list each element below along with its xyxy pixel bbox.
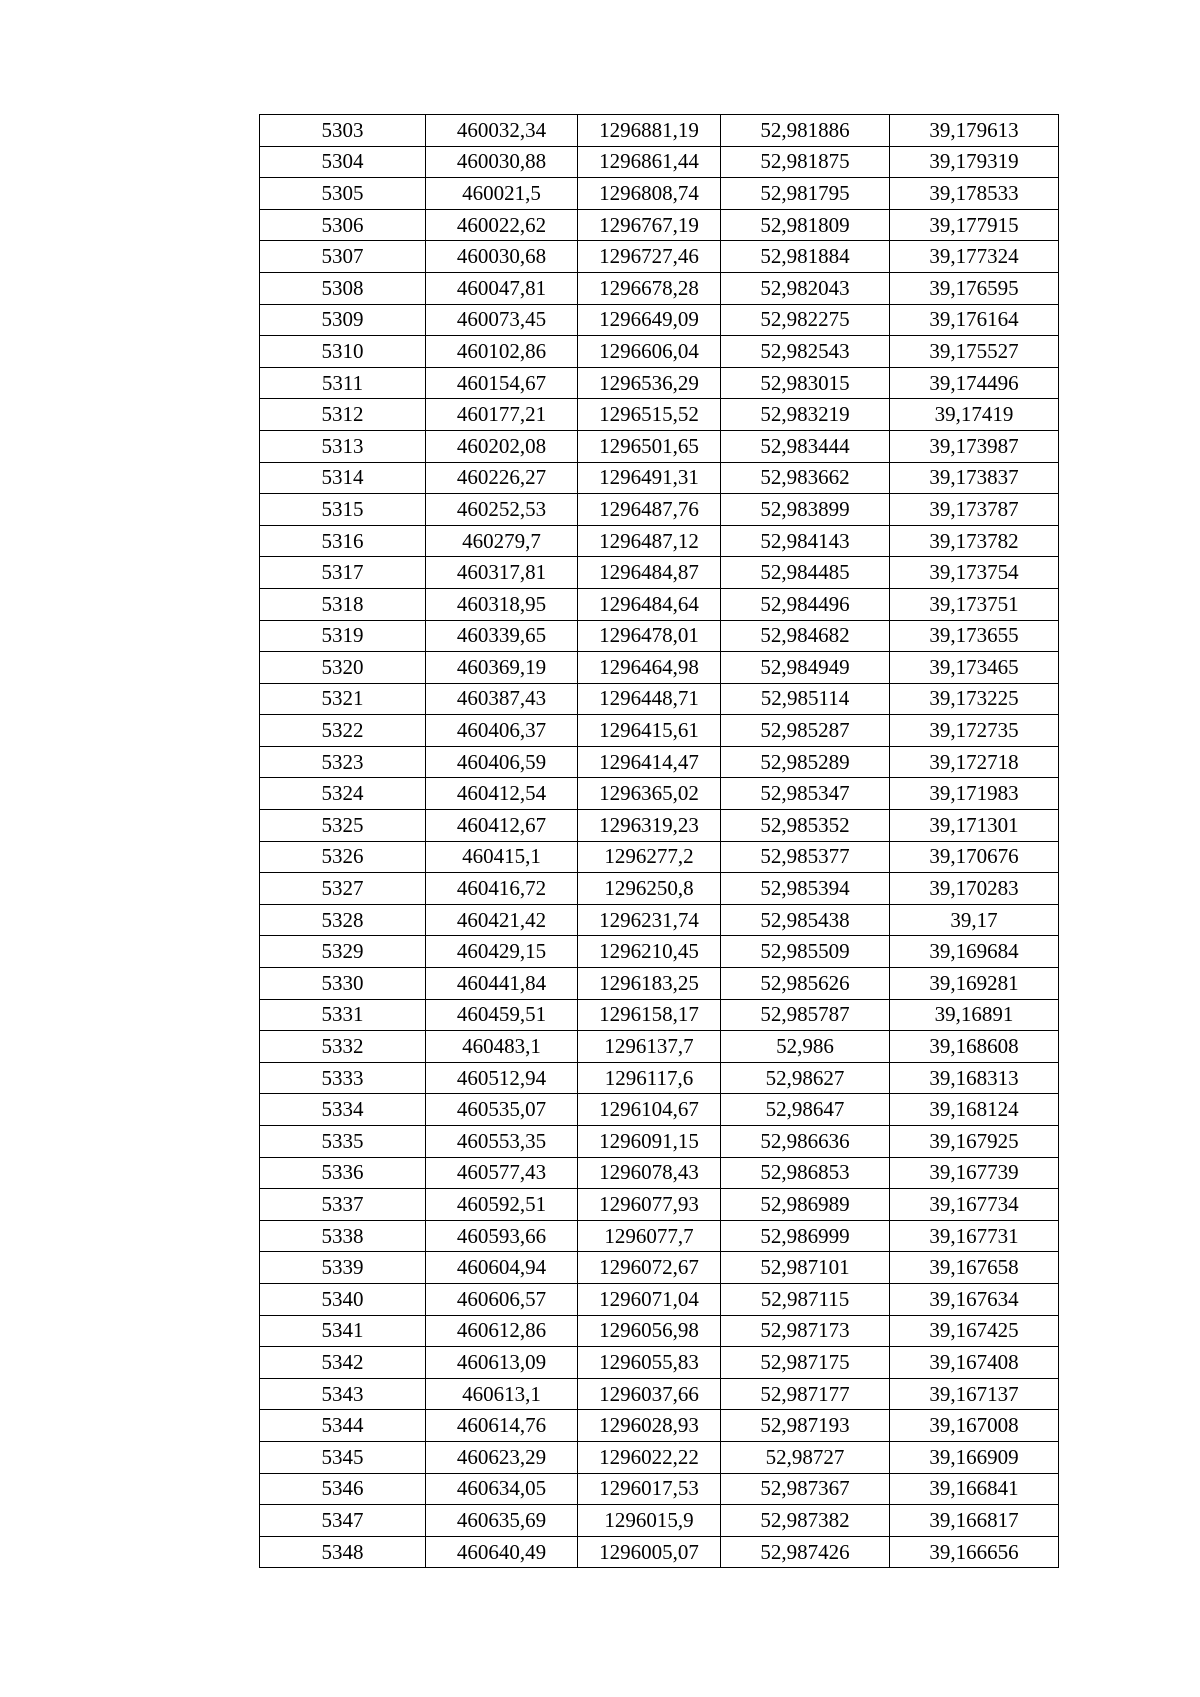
point-number-cell: 5327 (260, 873, 426, 905)
point-number-cell: 5322 (260, 715, 426, 747)
longitude-cell: 39,174496 (890, 367, 1059, 399)
table-row (260, 1378, 1059, 1410)
y-coordinate-cell: 1296414,47 (578, 746, 721, 778)
x-coordinate-cell: 460577,43 (426, 1157, 578, 1189)
latitude-cell: 52,987101 (721, 1252, 890, 1284)
point-number-cell: 5307 (260, 241, 426, 273)
point-number-cell: 5319 (260, 620, 426, 652)
x-coordinate-cell: 460339,65 (426, 620, 578, 652)
longitude-cell: 39,167634 (890, 1283, 1059, 1315)
longitude-cell: 39,173754 (890, 557, 1059, 589)
latitude-cell: 52,987193 (721, 1410, 890, 1442)
longitude-cell: 39,168313 (890, 1062, 1059, 1094)
latitude-cell: 52,987177 (721, 1378, 890, 1410)
longitude-cell: 39,177915 (890, 209, 1059, 241)
y-coordinate-cell: 1296056,98 (578, 1315, 721, 1347)
point-number-cell: 5317 (260, 557, 426, 589)
point-number-cell: 5340 (260, 1283, 426, 1315)
longitude-cell: 39,171983 (890, 778, 1059, 810)
table-row (260, 778, 1059, 810)
x-coordinate-cell: 460623,29 (426, 1441, 578, 1473)
table-row (260, 115, 1059, 147)
table-row (260, 999, 1059, 1031)
longitude-cell: 39,173465 (890, 652, 1059, 684)
latitude-cell: 52,985438 (721, 904, 890, 936)
y-coordinate-cell: 1296808,74 (578, 178, 721, 210)
point-number-cell: 5329 (260, 936, 426, 968)
y-coordinate-cell: 1296055,83 (578, 1347, 721, 1379)
y-coordinate-cell: 1296484,64 (578, 588, 721, 620)
table-row (260, 1441, 1059, 1473)
y-coordinate-cell: 1296487,12 (578, 525, 721, 557)
latitude-cell: 52,985787 (721, 999, 890, 1031)
table-row (260, 1473, 1059, 1505)
point-number-cell: 5303 (260, 115, 426, 147)
longitude-cell: 39,168608 (890, 1031, 1059, 1063)
y-coordinate-cell: 1296117,6 (578, 1062, 721, 1094)
y-coordinate-cell: 1296491,31 (578, 462, 721, 494)
longitude-cell: 39,16891 (890, 999, 1059, 1031)
latitude-cell: 52,981875 (721, 146, 890, 178)
x-coordinate-cell: 460047,81 (426, 272, 578, 304)
y-coordinate-cell: 1296022,22 (578, 1441, 721, 1473)
x-coordinate-cell: 460604,94 (426, 1252, 578, 1284)
x-coordinate-cell: 460415,1 (426, 841, 578, 873)
y-coordinate-cell: 1296091,15 (578, 1126, 721, 1158)
y-coordinate-cell: 1296678,28 (578, 272, 721, 304)
point-number-cell: 5345 (260, 1441, 426, 1473)
latitude-cell: 52,984496 (721, 588, 890, 620)
point-number-cell: 5347 (260, 1505, 426, 1537)
table-row (260, 272, 1059, 304)
x-coordinate-cell: 460612,86 (426, 1315, 578, 1347)
x-coordinate-cell: 460421,42 (426, 904, 578, 936)
point-number-cell: 5330 (260, 968, 426, 1000)
point-number-cell: 5337 (260, 1189, 426, 1221)
table-row (260, 1062, 1059, 1094)
latitude-cell: 52,985114 (721, 683, 890, 715)
y-coordinate-cell: 1296881,19 (578, 115, 721, 147)
x-coordinate-cell: 460634,05 (426, 1473, 578, 1505)
coordinates-table-body (260, 115, 1059, 1568)
x-coordinate-cell: 460535,07 (426, 1094, 578, 1126)
latitude-cell: 52,984485 (721, 557, 890, 589)
latitude-cell: 52,985377 (721, 841, 890, 873)
point-number-cell: 5339 (260, 1252, 426, 1284)
point-number-cell: 5306 (260, 209, 426, 241)
x-coordinate-cell: 460512,94 (426, 1062, 578, 1094)
y-coordinate-cell: 1296649,09 (578, 304, 721, 336)
table-row (260, 209, 1059, 241)
y-coordinate-cell: 1296365,02 (578, 778, 721, 810)
table-row (260, 399, 1059, 431)
table-row (260, 1505, 1059, 1537)
latitude-cell: 52,981886 (721, 115, 890, 147)
table-row (260, 873, 1059, 905)
y-coordinate-cell: 1296231,74 (578, 904, 721, 936)
table-row (260, 430, 1059, 462)
table-row (260, 936, 1059, 968)
x-coordinate-cell: 460279,7 (426, 525, 578, 557)
x-coordinate-cell: 460406,37 (426, 715, 578, 747)
table-row (260, 1094, 1059, 1126)
longitude-cell: 39,176595 (890, 272, 1059, 304)
x-coordinate-cell: 460640,49 (426, 1536, 578, 1568)
longitude-cell: 39,17419 (890, 399, 1059, 431)
longitude-cell: 39,173751 (890, 588, 1059, 620)
x-coordinate-cell: 460177,21 (426, 399, 578, 431)
table-row (260, 1252, 1059, 1284)
x-coordinate-cell: 460252,53 (426, 494, 578, 526)
table-row (260, 1126, 1059, 1158)
y-coordinate-cell: 1296415,61 (578, 715, 721, 747)
longitude-cell: 39,172735 (890, 715, 1059, 747)
longitude-cell: 39,167734 (890, 1189, 1059, 1221)
point-number-cell: 5310 (260, 336, 426, 368)
x-coordinate-cell: 460032,34 (426, 115, 578, 147)
x-coordinate-cell: 460412,67 (426, 810, 578, 842)
point-number-cell: 5318 (260, 588, 426, 620)
point-number-cell: 5324 (260, 778, 426, 810)
x-coordinate-cell: 460635,69 (426, 1505, 578, 1537)
x-coordinate-cell: 460613,09 (426, 1347, 578, 1379)
x-coordinate-cell: 460483,1 (426, 1031, 578, 1063)
x-coordinate-cell: 460614,76 (426, 1410, 578, 1442)
coordinates-table (259, 114, 1059, 1568)
longitude-cell: 39,172718 (890, 746, 1059, 778)
table-row (260, 462, 1059, 494)
table-row (260, 1315, 1059, 1347)
longitude-cell: 39,166817 (890, 1505, 1059, 1537)
latitude-cell: 52,987175 (721, 1347, 890, 1379)
latitude-cell: 52,983219 (721, 399, 890, 431)
latitude-cell: 52,981809 (721, 209, 890, 241)
latitude-cell: 52,983662 (721, 462, 890, 494)
table-row (260, 620, 1059, 652)
longitude-cell: 39,167739 (890, 1157, 1059, 1189)
longitude-cell: 39,173655 (890, 620, 1059, 652)
x-coordinate-cell: 460102,86 (426, 336, 578, 368)
x-coordinate-cell: 460441,84 (426, 968, 578, 1000)
y-coordinate-cell: 1296071,04 (578, 1283, 721, 1315)
point-number-cell: 5325 (260, 810, 426, 842)
longitude-cell: 39,169684 (890, 936, 1059, 968)
longitude-cell: 39,167731 (890, 1220, 1059, 1252)
y-coordinate-cell: 1296464,98 (578, 652, 721, 684)
point-number-cell: 5342 (260, 1347, 426, 1379)
y-coordinate-cell: 1296478,01 (578, 620, 721, 652)
y-coordinate-cell: 1296028,93 (578, 1410, 721, 1442)
table-row (260, 588, 1059, 620)
x-coordinate-cell: 460613,1 (426, 1378, 578, 1410)
latitude-cell: 52,981884 (721, 241, 890, 273)
y-coordinate-cell: 1296104,67 (578, 1094, 721, 1126)
longitude-cell: 39,177324 (890, 241, 1059, 273)
x-coordinate-cell: 460606,57 (426, 1283, 578, 1315)
table-row (260, 1347, 1059, 1379)
table-row (260, 715, 1059, 747)
x-coordinate-cell: 460369,19 (426, 652, 578, 684)
longitude-cell: 39,171301 (890, 810, 1059, 842)
latitude-cell: 52,98627 (721, 1062, 890, 1094)
point-number-cell: 5311 (260, 367, 426, 399)
latitude-cell: 52,983899 (721, 494, 890, 526)
x-coordinate-cell: 460553,35 (426, 1126, 578, 1158)
latitude-cell: 52,986853 (721, 1157, 890, 1189)
point-number-cell: 5332 (260, 1031, 426, 1063)
table-row (260, 1536, 1059, 1568)
table-row (260, 525, 1059, 557)
y-coordinate-cell: 1296078,43 (578, 1157, 721, 1189)
longitude-cell: 39,173782 (890, 525, 1059, 557)
latitude-cell: 52,984682 (721, 620, 890, 652)
latitude-cell: 52,987382 (721, 1505, 890, 1537)
table-row (260, 304, 1059, 336)
table-row (260, 241, 1059, 273)
point-number-cell: 5312 (260, 399, 426, 431)
latitude-cell: 52,984949 (721, 652, 890, 684)
latitude-cell: 52,983015 (721, 367, 890, 399)
table-row (260, 1189, 1059, 1221)
latitude-cell: 52,985289 (721, 746, 890, 778)
x-coordinate-cell: 460021,5 (426, 178, 578, 210)
table-row (260, 146, 1059, 178)
table-row (260, 1157, 1059, 1189)
latitude-cell: 52,982543 (721, 336, 890, 368)
latitude-cell: 52,983444 (721, 430, 890, 462)
x-coordinate-cell: 460593,66 (426, 1220, 578, 1252)
point-number-cell: 5314 (260, 462, 426, 494)
point-number-cell: 5331 (260, 999, 426, 1031)
latitude-cell: 52,98647 (721, 1094, 890, 1126)
longitude-cell: 39,179319 (890, 146, 1059, 178)
x-coordinate-cell: 460459,51 (426, 999, 578, 1031)
longitude-cell: 39,175527 (890, 336, 1059, 368)
longitude-cell: 39,173787 (890, 494, 1059, 526)
longitude-cell: 39,167425 (890, 1315, 1059, 1347)
point-number-cell: 5321 (260, 683, 426, 715)
table-row (260, 968, 1059, 1000)
y-coordinate-cell: 1296861,44 (578, 146, 721, 178)
latitude-cell: 52,986999 (721, 1220, 890, 1252)
point-number-cell: 5333 (260, 1062, 426, 1094)
y-coordinate-cell: 1296005,07 (578, 1536, 721, 1568)
y-coordinate-cell: 1296158,17 (578, 999, 721, 1031)
point-number-cell: 5304 (260, 146, 426, 178)
latitude-cell: 52,98727 (721, 1441, 890, 1473)
y-coordinate-cell: 1296484,87 (578, 557, 721, 589)
latitude-cell: 52,987426 (721, 1536, 890, 1568)
point-number-cell: 5343 (260, 1378, 426, 1410)
y-coordinate-cell: 1296319,23 (578, 810, 721, 842)
longitude-cell: 39,168124 (890, 1094, 1059, 1126)
x-coordinate-cell: 460073,45 (426, 304, 578, 336)
latitude-cell: 52,985626 (721, 968, 890, 1000)
point-number-cell: 5320 (260, 652, 426, 684)
x-coordinate-cell: 460412,54 (426, 778, 578, 810)
longitude-cell: 39,170283 (890, 873, 1059, 905)
x-coordinate-cell: 460226,27 (426, 462, 578, 494)
y-coordinate-cell: 1296277,2 (578, 841, 721, 873)
latitude-cell: 52,982275 (721, 304, 890, 336)
y-coordinate-cell: 1296137,7 (578, 1031, 721, 1063)
longitude-cell: 39,173837 (890, 462, 1059, 494)
x-coordinate-cell: 460416,72 (426, 873, 578, 905)
y-coordinate-cell: 1296536,29 (578, 367, 721, 399)
y-coordinate-cell: 1296250,8 (578, 873, 721, 905)
latitude-cell: 52,985509 (721, 936, 890, 968)
latitude-cell: 52,986989 (721, 1189, 890, 1221)
table-row (260, 652, 1059, 684)
latitude-cell: 52,986636 (721, 1126, 890, 1158)
y-coordinate-cell: 1296017,53 (578, 1473, 721, 1505)
point-number-cell: 5309 (260, 304, 426, 336)
table-row (260, 336, 1059, 368)
latitude-cell: 52,985287 (721, 715, 890, 747)
x-coordinate-cell: 460406,59 (426, 746, 578, 778)
latitude-cell: 52,985352 (721, 810, 890, 842)
longitude-cell: 39,167658 (890, 1252, 1059, 1284)
table-row (260, 746, 1059, 778)
point-number-cell: 5315 (260, 494, 426, 526)
latitude-cell: 52,987367 (721, 1473, 890, 1505)
y-coordinate-cell: 1296210,45 (578, 936, 721, 968)
table-row (260, 367, 1059, 399)
longitude-cell: 39,176164 (890, 304, 1059, 336)
y-coordinate-cell: 1296072,67 (578, 1252, 721, 1284)
point-number-cell: 5348 (260, 1536, 426, 1568)
longitude-cell: 39,166841 (890, 1473, 1059, 1505)
longitude-cell: 39,167925 (890, 1126, 1059, 1158)
point-number-cell: 5338 (260, 1220, 426, 1252)
point-number-cell: 5323 (260, 746, 426, 778)
y-coordinate-cell: 1296077,93 (578, 1189, 721, 1221)
x-coordinate-cell: 460317,81 (426, 557, 578, 589)
y-coordinate-cell: 1296448,71 (578, 683, 721, 715)
y-coordinate-cell: 1296037,66 (578, 1378, 721, 1410)
y-coordinate-cell: 1296487,76 (578, 494, 721, 526)
longitude-cell: 39,166909 (890, 1441, 1059, 1473)
y-coordinate-cell: 1296183,25 (578, 968, 721, 1000)
x-coordinate-cell: 460318,95 (426, 588, 578, 620)
x-coordinate-cell: 460387,43 (426, 683, 578, 715)
longitude-cell: 39,17 (890, 904, 1059, 936)
x-coordinate-cell: 460592,51 (426, 1189, 578, 1221)
y-coordinate-cell: 1296515,52 (578, 399, 721, 431)
point-number-cell: 5346 (260, 1473, 426, 1505)
x-coordinate-cell: 460030,68 (426, 241, 578, 273)
x-coordinate-cell: 460154,67 (426, 367, 578, 399)
table-row (260, 178, 1059, 210)
point-number-cell: 5305 (260, 178, 426, 210)
table-row (260, 904, 1059, 936)
latitude-cell: 52,985347 (721, 778, 890, 810)
y-coordinate-cell: 1296501,65 (578, 430, 721, 462)
point-number-cell: 5335 (260, 1126, 426, 1158)
point-number-cell: 5344 (260, 1410, 426, 1442)
latitude-cell: 52,986 (721, 1031, 890, 1063)
longitude-cell: 39,169281 (890, 968, 1059, 1000)
latitude-cell: 52,981795 (721, 178, 890, 210)
table-row (260, 1220, 1059, 1252)
point-number-cell: 5316 (260, 525, 426, 557)
point-number-cell: 5341 (260, 1315, 426, 1347)
point-number-cell: 5308 (260, 272, 426, 304)
point-number-cell: 5336 (260, 1157, 426, 1189)
latitude-cell: 52,987173 (721, 1315, 890, 1347)
y-coordinate-cell: 1296606,04 (578, 336, 721, 368)
x-coordinate-cell: 460429,15 (426, 936, 578, 968)
y-coordinate-cell: 1296727,46 (578, 241, 721, 273)
table-row (260, 841, 1059, 873)
table-row (260, 1031, 1059, 1063)
longitude-cell: 39,179613 (890, 115, 1059, 147)
table-row (260, 1283, 1059, 1315)
y-coordinate-cell: 1296015,9 (578, 1505, 721, 1537)
table-row (260, 494, 1059, 526)
longitude-cell: 39,167137 (890, 1378, 1059, 1410)
table-row (260, 683, 1059, 715)
longitude-cell: 39,170676 (890, 841, 1059, 873)
longitude-cell: 39,167008 (890, 1410, 1059, 1442)
table-row (260, 810, 1059, 842)
longitude-cell: 39,173987 (890, 430, 1059, 462)
longitude-cell: 39,173225 (890, 683, 1059, 715)
longitude-cell: 39,167408 (890, 1347, 1059, 1379)
longitude-cell: 39,178533 (890, 178, 1059, 210)
x-coordinate-cell: 460202,08 (426, 430, 578, 462)
point-number-cell: 5313 (260, 430, 426, 462)
point-number-cell: 5334 (260, 1094, 426, 1126)
y-coordinate-cell: 1296767,19 (578, 209, 721, 241)
latitude-cell: 52,984143 (721, 525, 890, 557)
point-number-cell: 5326 (260, 841, 426, 873)
longitude-cell: 39,166656 (890, 1536, 1059, 1568)
table-row (260, 1410, 1059, 1442)
x-coordinate-cell: 460030,88 (426, 146, 578, 178)
point-number-cell: 5328 (260, 904, 426, 936)
latitude-cell: 52,987115 (721, 1283, 890, 1315)
table-row (260, 557, 1059, 589)
y-coordinate-cell: 1296077,7 (578, 1220, 721, 1252)
latitude-cell: 52,985394 (721, 873, 890, 905)
latitude-cell: 52,982043 (721, 272, 890, 304)
x-coordinate-cell: 460022,62 (426, 209, 578, 241)
